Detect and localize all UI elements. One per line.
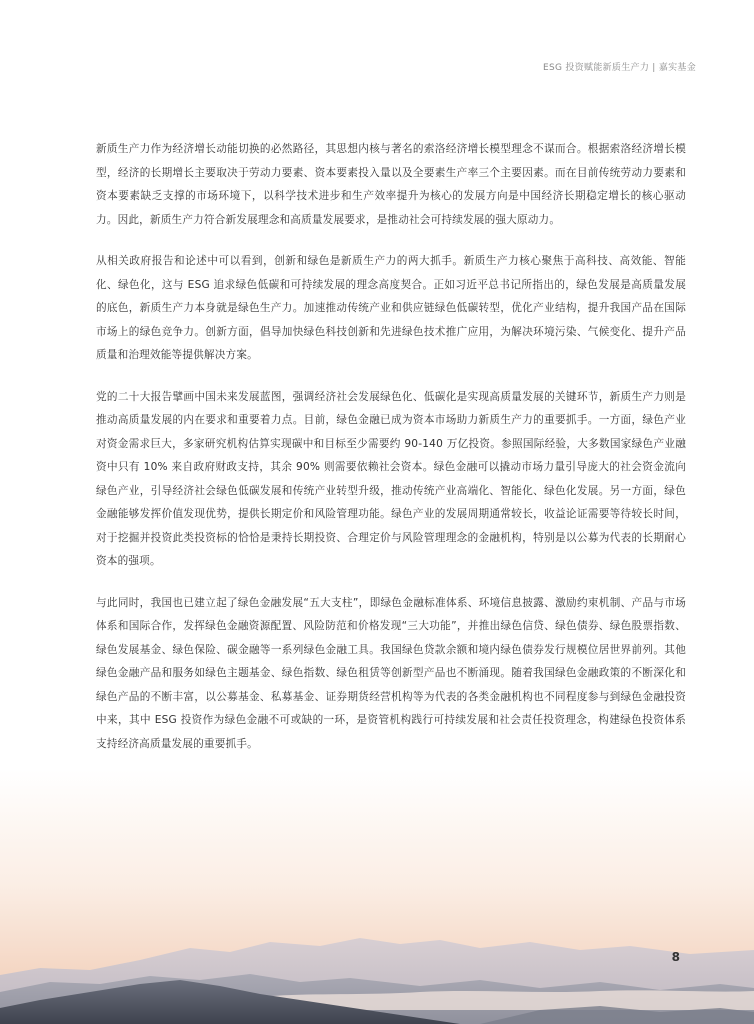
paragraph-3: 党的二十大报告擘画中国未来发展蓝图，强调经济社会发展绿色化、低碳化是实现高质量发展的关键环节，新质生产力则是推动高质量发展的内在要求和重要着力点。目前，绿色金融已成为资本市场助力新质生产力的重要抓手。一方面，绿色产业对资金需求巨大，多家研究机构估算实现碳中和目标至少需要约 90-140 万亿投资。参照国际经验，大多数国家绿色产业融资中只有 10% 来自政府财政支持，其余 90% 则需要依赖社会资本。绿色金融可以撬动市场力量引导庞大的社会资金流向绿色产业，引导经济社会绿色低碳发展和传统产业转型升级，推动传统产业高端化、智能化、绿色化发展。另一方面，绿色金融能够发挥价值发现优势，提供长期定价和风险管理功能。绿色产业的发展周期通常较长，收益论证需要等待较长时间，对于挖掘并投资此类投资标的恰恰是秉持长期投资、合理定价与风险管理理念的金融机构，特别是以公募为代表的长期耐心资本的强项。 [96,390,686,567]
page-number: 8 [671,950,680,964]
paragraph-4: 与此同时，我国也已建立起了绿色金融发展“五大支柱”，即绿色金融标准体系、环境信息披露、激励约束机制、产品与市场体系和国际合作，发挥绿色金融资源配置、风险防范和价格发现“三大功能”，并推出绿色信贷、绿色债券、绿色股票指数、绿色发展基金、绿色保险、碳金融等一系列绿色金融工具。我国绿色贷款余额和境内绿色债券发行规模位居世界前列。其他绿色金融产品和服务如绿色主题基金、绿色指数、绿色租赁等创新型产品也不断涌现。随着我国绿色金融政策的不断深化和绿色产品的不断丰富，以公募基金、私募基金、证券期货经营机构等为代表的各类金融机构也不同程度参与到绿色金融投资中来，其中 ESG 投资作为绿色金融不可或缺的一环，是资管机构践行可持续发展和社会责任投资理念，构建绿色投资体系支持经济高质量发展的重要抓手。 [96,596,686,750]
mountain-sunset-illustration [0,770,754,1024]
paragraph-1: 新质生产力作为经济增长动能切换的必然路径，其思想内核与著名的索洛经济增长模型理念不谋而合。根据索洛经济增长模型，经济的长期增长主要取决于劳动力要素、资本要素投入量以及全要素生产率三个主要因素。而在目前传统劳动力要素和资本要素缺乏支撑的市场环境下，以科学技术进步和生产效率提升为核心的发展方向是中国经济长期稳定增长的核心驱动力。因此，新质生产力符合新发展理念和高质量发展要求，是推动社会可持续发展的强大原动力。 [96,143,686,226]
paragraph-2: 从相关政府报告和论述中可以看到，创新和绿色是新质生产力的两大抓手。新质生产力核心聚焦于高科技、高效能、智能化、绿色化，这与 ESG 追求绿色低碳和可持续发展的理念高度契合。正如习近平总书记所指出的，绿色发展是高质量发展的底色，新质生产力本身就是绿色生产力。加速推动传统产业和供应链绿色低碳转型，优化产业结构，提升我国产品在国际市场上的绿色竞争力。创新方面，倡导加快绿色科技创新和先进绿色技术推广应用，为解决环境污染、气候变化、提升产品质量和治理效能等提供解决方案。 [96,255,686,361]
article-body [96,138,686,774]
running-header: ESG 投资赋能新质生产力 | 嘉实基金 [543,63,696,73]
